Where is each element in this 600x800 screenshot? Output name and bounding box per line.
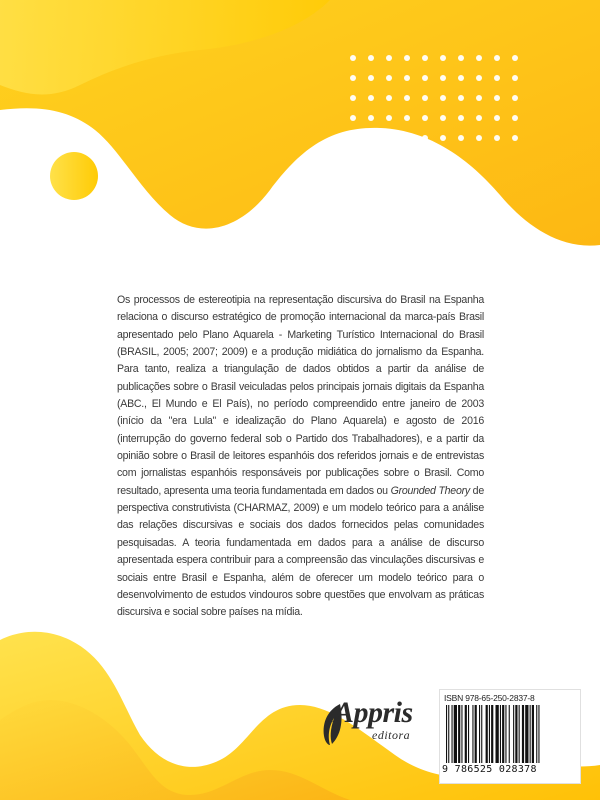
synopsis-italic-term: Grounded Theory: [390, 484, 470, 497]
isbn-barcode: [439, 689, 581, 784]
barcode-bar: [513, 705, 514, 763]
barcode-bar: [458, 705, 460, 763]
synopsis-part2: de perspectiva construtivista (CHARMAZ, 2009) e um modelo teórico para a análise das relações discursivas e sociais dos dados fornecidos pelas comunidades pesquisadas. A teoria fundamentada em dados para a análise de discurso apresentada espera contribuir para a compreensão das vinculações discursivas e sociais entre Brasil e Espanha, além de oferecer um modelo teórico para o desenvolvimento de estudos vindouros sobre questões que envolvam as práticas discursiva e social sobre países na mídia.: [117, 484, 484, 619]
isbn-label: ISBN 978-65-250-2837-8: [444, 693, 535, 703]
barcode-bar: [491, 705, 493, 763]
barcode-bar: [454, 705, 457, 763]
synopsis-paragraph: [117, 292, 484, 622]
publisher-logo: [316, 694, 426, 752]
barcode-bar: [519, 705, 520, 763]
barcode-bar: [472, 705, 473, 763]
barcode-bar: [461, 705, 462, 763]
barcode-bar: [446, 705, 447, 763]
barcode-bar: [448, 705, 449, 763]
barcode-bar: [536, 705, 537, 763]
barcode-bar: [525, 705, 528, 763]
barcode-bar: [496, 705, 499, 763]
yellow-circle: [50, 152, 98, 200]
barcode-bar: [452, 705, 453, 763]
barcode-bar: [486, 705, 488, 763]
barcode-bar: [479, 705, 480, 763]
barcode-bar: [481, 705, 482, 763]
barcode-bar: [522, 705, 524, 763]
barcode-bar: [505, 705, 506, 763]
barcode-bar: [500, 705, 501, 763]
barcode-bar: [515, 705, 517, 763]
synopsis-text: [117, 292, 484, 622]
barcode-bar: [465, 705, 467, 763]
barcode-bar: [530, 705, 531, 763]
barcode-bar: [509, 705, 510, 763]
barcode-bar: [532, 705, 534, 763]
synopsis-part1: Os processos de estereotipia na representação discursiva do Brasil na Espanha relaciona o discurso estratégico de promoção internacional da marca-país Brasil apresentado pelo Plano Aquarela - Marketing Turístico Internacional do Brasil (BRASIL, 2005; 2007; 2009) e a produção midiática do jornalismo da Espanha. Para tanto, realiza a triangulação de dados obtidos a partir da análise de publicações sobre o Brasil veiculadas pelos principais jornais digitais da Espanha (ABC., El Mundo e El País), no período compreendido entre janeiro de 2003 (início da "era Lula" e idealização do Plano Aquarela) e agosto de 2016 (interrupção do governo federal sob o Partido dos Trabalhadores), e a partir da opinião sobre o Brasil de leitores espanhóis dos referidos jornais e de entrevistas com jornalistas espanhóis responsáveis por publicações sobre o Brasil. Como resultado, apresenta uma teoria fundamentada em dados ou: [117, 294, 484, 497]
publisher-name: Appris: [334, 696, 413, 729]
barcode-bar: [475, 705, 477, 763]
barcode-bars: [446, 705, 574, 763]
isbn-digits: 9 786525 028378: [442, 764, 537, 775]
barcode-bar: [502, 705, 504, 763]
barcode-bar: [468, 705, 469, 763]
barcode-bar: [538, 705, 539, 763]
dot-grid: [350, 55, 530, 140]
publisher-subtitle: editora: [372, 728, 411, 742]
barcode-bar: [489, 705, 490, 763]
